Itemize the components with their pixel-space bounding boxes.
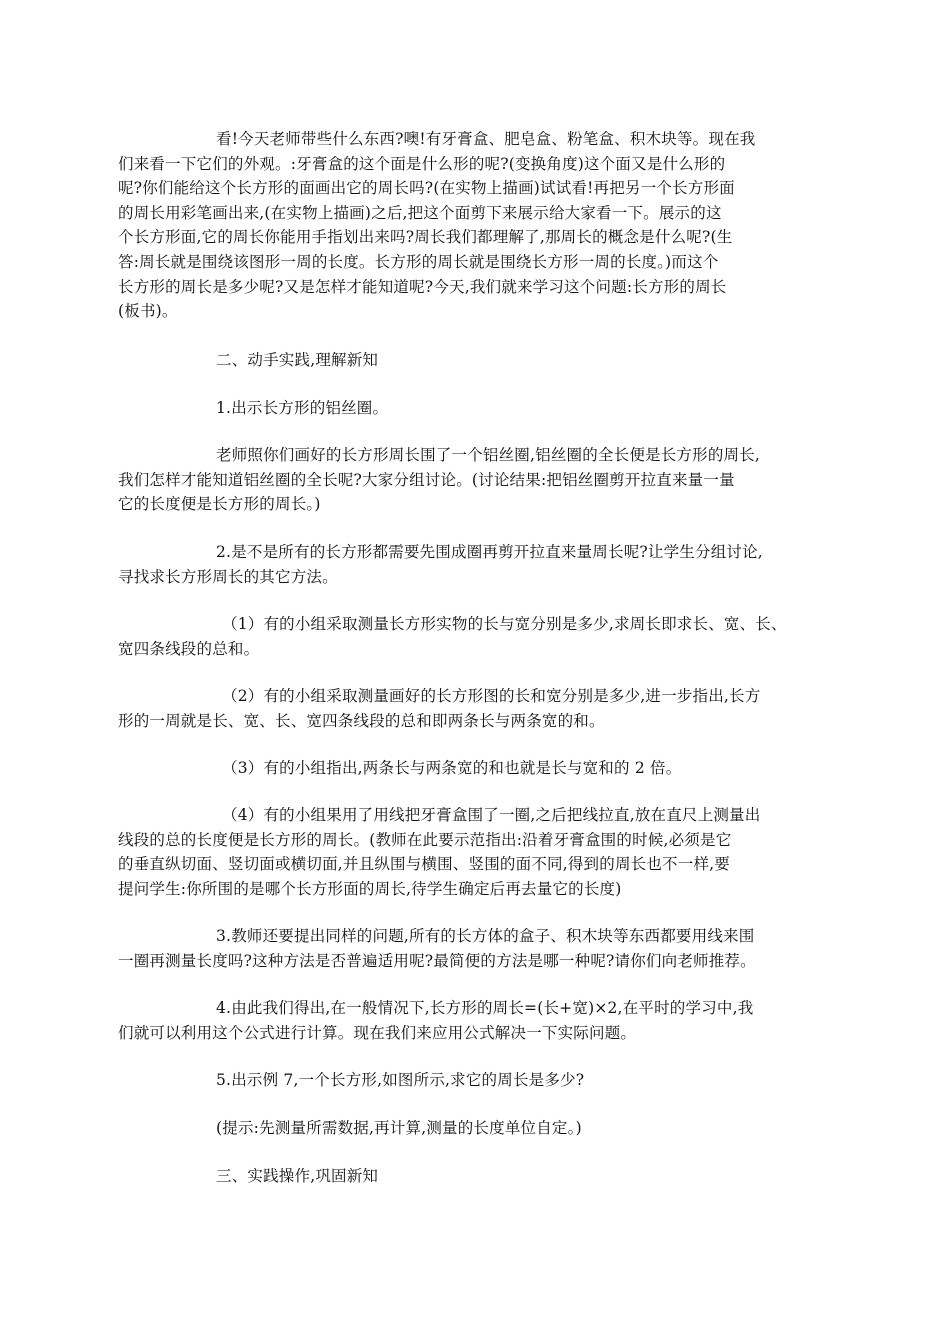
text-line: (提示:先测量所需数据,再计算,测量的长度单位自定。) — [216, 1119, 582, 1137]
text-line: （4）有的小组果用了用线把牙膏盒围了一圈,之后把线拉直,放在直尺上测量出 — [222, 806, 761, 824]
text-line: 4.由此我们得出,在一般情况下,长方形的周长=(长+宽)×2,在平时的学习中,我 — [216, 999, 754, 1017]
text-line: 二、动手实践,理解新知 — [216, 351, 379, 369]
text-line: 2.是不是所有的长方形都需要先围成圈再剪开拉直来量周长呢?让学生分组讨论, — [216, 543, 763, 561]
text-line: （3）有的小组指出,两条长与两条宽的和也就是长与宽和的 2 倍。 — [222, 759, 682, 777]
text-line: 5.出示例 7,一个长方形,如图所示,求它的周长是多少? — [216, 1071, 585, 1089]
text-line: 寻找求长方形周长的其它方法。 — [118, 567, 338, 586]
text-line: 线段的总的长度便是长方形的周长。(教师在此要示范指出:沿着牙膏盒围的时候,必须是它 — [118, 830, 732, 849]
list-item — [118, 540, 824, 589]
list-item — [118, 996, 824, 1045]
hint-text — [118, 1116, 824, 1141]
text-line: 的垂直纵切面、竖切面或横切面,并且纵围与横围、竖围的面不同,得到的周长也不一样,要 — [118, 855, 730, 874]
section-heading — [118, 348, 824, 373]
text-line: （1）有的小组采取测量长方形实物的长与宽分别是多少,求周长即求长、宽、长、 — [222, 615, 787, 633]
text-line: 答:周长就是围绕该图形一周的长度。长方形的周长就是围绕长方形一周的长度。)而这个 — [118, 252, 719, 271]
text-line: 们来看一下它们的外观。:牙膏盒的这个面是什么形的呢?(变换角度)这个面又是什么形的 — [118, 154, 726, 173]
text-line: 形的一周就是长、宽、长、宽四条线段的总和即两条长与两条宽的和。 — [118, 711, 605, 730]
text-line: 提问学生:你所围的是哪个长方形面的周长,待学生确定后再去量它的长度) — [118, 879, 622, 898]
sub-item — [118, 756, 824, 781]
text-line: 一圈再测量长度吗?这种方法是否普遍适用呢?最简便的方法是哪一种呢?请你们向老师推荐。 — [118, 951, 756, 970]
list-item — [118, 924, 824, 973]
text-line: 个长方形面,它的周长你能用手指划出来吗?周长我们都理解了,那周长的概念是什么呢?(生 — [118, 228, 733, 247]
text-line: 老师照你们画好的长方形周长围了一个铝丝圈,铝丝圈的全长便是长方形的周长, — [216, 446, 761, 464]
text-line: 它的长度便是长方形的周长。) — [118, 495, 321, 514]
text-line: 宽四条线段的总和。 — [118, 639, 260, 658]
text-line: (板书)。 — [118, 302, 178, 321]
sub-item — [118, 803, 824, 901]
text-line: （2）有的小组采取测量画好的长方形图的长和宽分别是多少,进一步指出,长方 — [222, 687, 761, 705]
list-item — [118, 396, 824, 421]
sub-item — [118, 612, 824, 661]
text-line: 呢?你们能给这个长方形的面画出它的周长吗?(在实物上描画)试试看!再把另一个长方形面 — [118, 179, 735, 198]
section-heading — [118, 1164, 824, 1189]
text-line: 我们怎样才能知道铝丝圈的全长呢?大家分组讨论。(讨论结果:把铝丝圈剪开拉直来量一量 — [118, 470, 735, 489]
text-line: 1.出示长方形的铝丝圈。 — [216, 399, 389, 417]
text-line: 三、实践操作,巩固新知 — [216, 1167, 379, 1185]
text-line: 长方形的周长是多少呢?又是怎样才能知道呢?今天,我们就来学习这个问题:长方形的周长 — [118, 277, 727, 296]
text-line: 看!今天老师带些什么东西?噢!有牙膏盒、肥皂盒、粉笔盒、积木块等。现在我 — [216, 130, 756, 148]
sub-item — [118, 684, 824, 733]
body-paragraph — [118, 443, 824, 517]
intro-paragraph — [118, 127, 824, 324]
text-line: 们就可以利用这个公式进行计算。现在我们来应用公式解决一下实际问题。 — [118, 1023, 637, 1042]
text-line: 的周长用彩笔画出来,(在实物上描画)之后,把这个面剪下来展示给大家看一下。展示的这 — [118, 203, 722, 222]
list-item — [118, 1068, 824, 1093]
text-line: 3.教师还要提出同样的问题,所有的长方体的盒子、积木块等东西都要用线来围 — [216, 927, 755, 945]
